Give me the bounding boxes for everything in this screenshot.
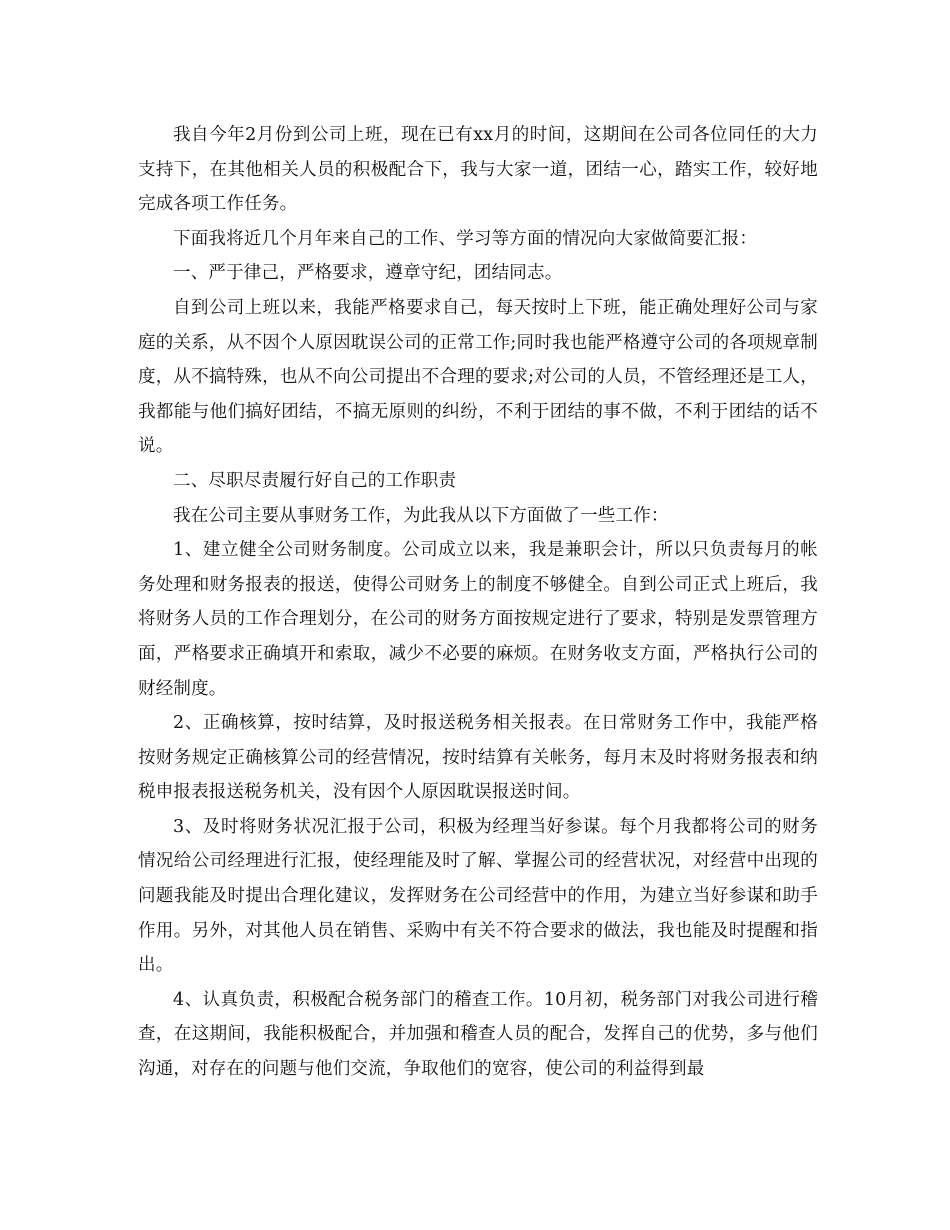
list-item-4: 4、认真负责，积极配合税务部门的稽查工作。10月初，税务部门对我公司进行稽查，在这期间，我能积极配合，并加强和稽查人员的配合，发挥自己的优势，多与他们沟通，对存在的问题与他们交流，争取他们的宽容，使公司的利益得到最	[138, 989, 818, 1080]
paragraph-finance-intro: 我在公司主要从事财务工作，为此我从以下方面做了一些工作：	[173, 505, 669, 526]
document-body	[138, 118, 818, 1087]
paragraph-intro: 我自今年2月份到公司上班，现在已有xx月的时间，这期间在公司各位同任的大力支持下，在其他相关人员的积极配合下，我与大家一道，团结一心，踏实工作，较好地完成各项工作任务。	[138, 125, 818, 215]
section-heading-2: 二、尽职尽责履行好自己的工作职责	[173, 470, 457, 491]
section-heading-1: 一、严于律己，严格要求，遵章守纪，团结同志。	[173, 263, 563, 284]
paragraph-report-intro: 下面我将近几个月年来自己的工作、学习等方面的情况向大家做简要汇报：	[173, 228, 758, 249]
list-item-1: 1、建立健全公司财务制度。公司成立以来，我是兼职会计，所以只负责每月的帐务处理和财务报表的报送，使得公司财务上的制度不够健全。自到公司正式上班后，我将财务人员的工作合理划分，在公司的财务方面按规定进行了要求，特别是发票管理方面，严格要求正确填开和索取，减少不必要的麻烦。在财务收支方面，严格执行公司的财经制度。	[138, 540, 818, 699]
list-item-2: 2、正确核算，按时结算，及时报送税务相关报表。在日常财务工作中，我能严格按财务规定正确核算公司的经营情况，按时结算有关帐务，每月末及时将财务报表和纳税申报表报送税务机关，没有因个人原因耽误报送时间。	[138, 713, 818, 803]
paragraph-discipline: 自到公司上班以来，我能严格要求自己，每天按时上下班，能正确处理好公司与家庭的关系，从不因个人原因耽误公司的正常工作;同时我也能严格遵守公司的各项规章制度，从不搞特殊，也从不向公司提出不合理的要求;对公司的人员，不管经理还是工人，我都能与他们搞好团结，不搞无原则的纠纷，不利于团结的事不做，不利于团结的话不说。	[138, 297, 818, 457]
list-item-3: 3、及时将财务状况汇报于公司，积极为经理当好参谋。每个月我都将公司的财务情况给公司经理进行汇报，使经理能及时了解、掌握公司的经营状况，对经营中出现的问题我能及时提出合理化建议，发挥财务在公司经营中的作用，为建立当好参谋和助手作用。另外，对其他人员在销售、采购中有关不符合要求的做法，我也能及时提醒和指出。	[138, 816, 818, 976]
